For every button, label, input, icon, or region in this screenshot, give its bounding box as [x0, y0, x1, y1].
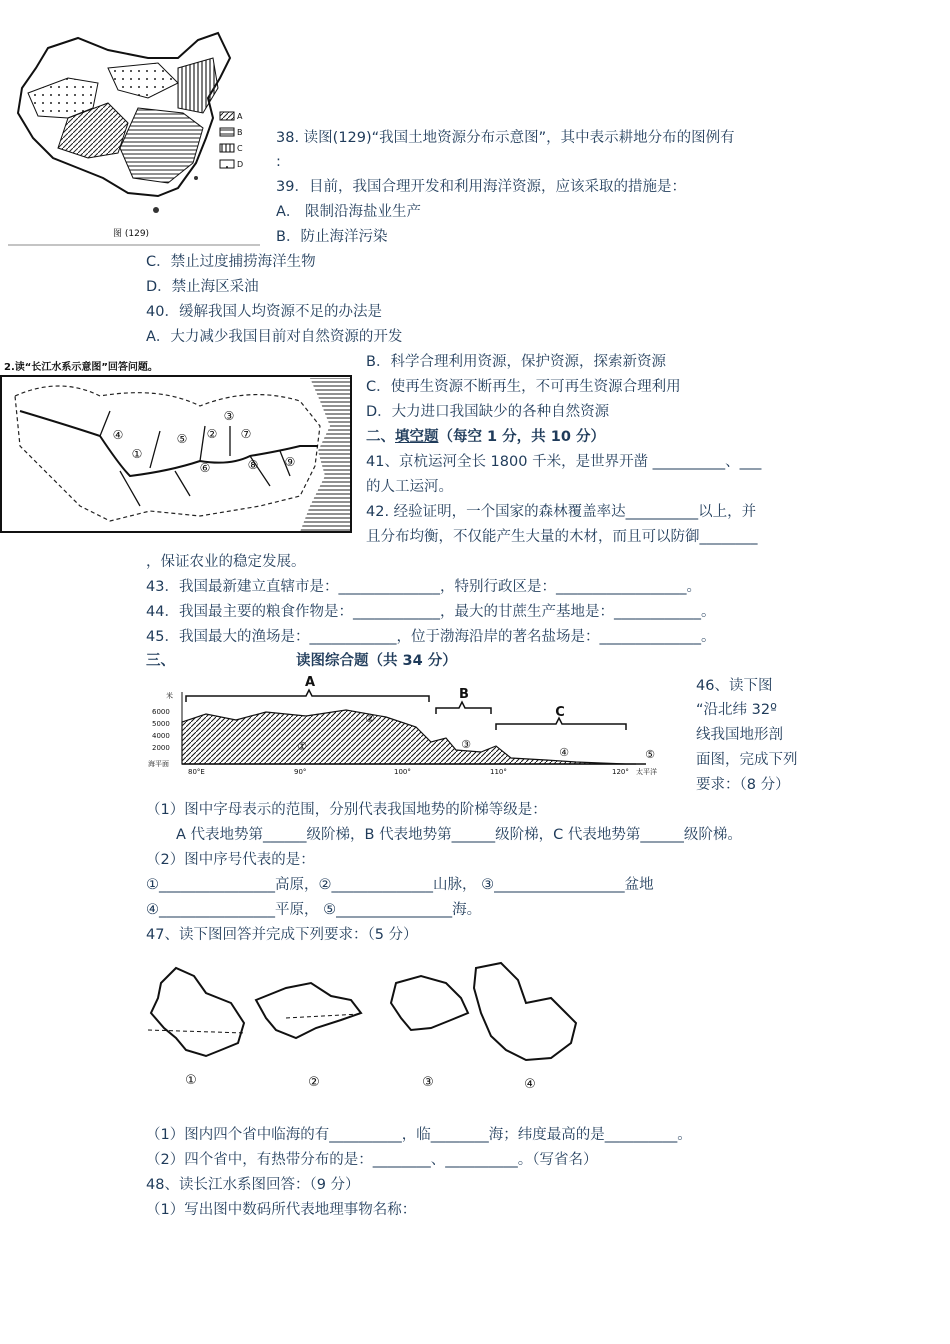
profile-xtick-120: 120°: [612, 768, 629, 776]
legend-c: C: [237, 144, 243, 153]
yangtze-num-4: ④: [112, 428, 124, 442]
q40-option-c: C．使再生资源不断再生，不可再生资源合理利用: [366, 379, 681, 395]
yangtze-num-1: ①: [131, 447, 143, 461]
province-outlines: [146, 958, 606, 1098]
q46-part1: （1）图中字母表示的范围，分别代表我国地势的阶梯等级是：: [146, 802, 547, 818]
q39-option-c: C．禁止过度捕捞海洋生物: [146, 254, 316, 270]
province-label-3: ③: [422, 1075, 434, 1090]
q48-stem: 48、读长江水系图回答：（9 分）: [146, 1177, 360, 1193]
yangtze-map-title: 2.读“长江水系示意图”回答问题。: [4, 362, 158, 373]
profile-num-5: ⑤: [645, 748, 655, 761]
profile-letter-a: A: [304, 675, 316, 690]
q39-stem: 39．目前，我国合理开发和利用海洋资源，应该采取的措施是：: [276, 179, 686, 195]
q40-option-b: B．科学合理利用资源，保护资源，探索新资源: [366, 354, 666, 370]
fig129-caption: 图 (129): [113, 229, 150, 239]
q46-part2-blanks2: ④________________平原， ⑤________________海。: [146, 902, 482, 918]
q39-option-a: A． 限制沿海盐业生产: [276, 204, 422, 220]
legend-a: A: [237, 112, 243, 121]
q48-part1: （1）写出图中数码所代表地理事物名称：: [146, 1202, 417, 1218]
q46-line3: 线我国地形剖: [696, 727, 783, 743]
q41-line2: 的人工运河。: [366, 479, 453, 495]
q40-option-a: A．大力减少我国目前对自然资源的开发: [146, 329, 403, 345]
profile-letter-b: B: [459, 687, 469, 702]
yangtze-num-2: ②: [206, 427, 218, 441]
section2-prefix: 二、: [366, 429, 395, 445]
profile-xtick-110: 110°: [490, 768, 507, 776]
profile-ytick-unit: 米: [166, 692, 173, 700]
profile-ytick-5000: 5000: [152, 720, 170, 728]
terrain-profile-32n: [146, 672, 686, 782]
q47-stem: 47、读下图回答并完成下列要求：（5 分）: [146, 927, 418, 943]
q46-part2-blanks1: ①________________高原，②______________山脉， ③__________________盆地: [146, 877, 654, 893]
profile-num-4: ④: [559, 746, 569, 759]
q42-line3: ，保证农业的稳定发展。: [146, 554, 306, 570]
section2-suffix: （每空 1 分，共 10 分）: [438, 429, 605, 445]
province-label-1: ①: [185, 1073, 197, 1088]
profile-num-1: ①: [297, 740, 307, 753]
china-land-resource-map: [8, 28, 260, 246]
q40-stem: 40．缓解我国人均资源不足的办法是: [146, 304, 382, 320]
q46-line2: “沿北纬 32º: [696, 702, 777, 718]
section3-heading-title: 读图综合题（共 34 分）: [296, 653, 457, 669]
q46-part2: （2）图中序号代表的是：: [146, 852, 315, 868]
profile-num-2: ②: [365, 712, 375, 725]
profile-ytick-sealevel: 海平面: [148, 760, 169, 768]
q47-part2: （2）四个省中，有热带分布的是：________、__________。（写省名）: [146, 1152, 598, 1168]
yangtze-num-7: ⑦: [240, 427, 252, 441]
q42-line2: 且分布均衡，不仅能产生大量的木材，而且可以防御________: [366, 529, 758, 545]
q46-line1: 46、读下图: [696, 678, 773, 694]
province-label-4: ④: [524, 1077, 536, 1092]
q46-line5: 要求：（8 分）: [696, 777, 790, 793]
profile-ytick-6000: 6000: [152, 708, 170, 716]
q38-line2: :: [276, 154, 281, 170]
q44: 44．我国最主要的粮食作物是：____________，最大的甘蔗生产基地是：____________。: [146, 604, 716, 620]
profile-xtick-80: 80°E: [188, 768, 205, 776]
section2-title: 填空题: [395, 429, 439, 445]
province-label-2: ②: [308, 1075, 320, 1090]
q47-part1: （1）图内四个省中临海的有__________，临________海；纬度最高的是__________。: [146, 1127, 692, 1143]
q46-part1-blanks: A 代表地势第______级阶梯，B 代表地势第______级阶梯，C 代表地势第______级阶梯。: [176, 827, 742, 843]
profile-xtick-90: 90°: [294, 768, 307, 776]
profile-letter-c: C: [555, 705, 565, 720]
q38-line1: 38. 读图(129)“我国土地资源分布示意图”，其中表示耕地分布的图例有: [276, 130, 735, 146]
q45: 45．我国最大的渔场是：____________，位于渤海沿岸的著名盐场是：______________。: [146, 629, 716, 645]
yangtze-num-6: ⑥: [199, 461, 211, 475]
section3-heading-prefix: 三、: [146, 653, 175, 669]
q39-option-b: B．防止海洋污染: [276, 229, 388, 245]
yangtze-num-9: ⑨: [284, 455, 296, 469]
q42-line1: 42. 经验证明，一个国家的森林覆盖率达__________以上，并: [366, 504, 757, 520]
q40-option-d: D．大力进口我国缺少的各种自然资源: [366, 404, 610, 420]
legend-b: B: [237, 128, 243, 137]
profile-xtick-100: 100°: [394, 768, 411, 776]
q46-line4: 面图，完成下列: [696, 752, 798, 768]
section2-heading: [366, 427, 605, 447]
q43: 43．我国最新建立直辖市是：______________，特别行政区是：__________________。: [146, 579, 701, 595]
yangtze-river-map: [0, 356, 356, 536]
q39-option-d: D．禁止海区采油: [146, 279, 259, 295]
yangtze-num-5: ⑤: [176, 432, 188, 446]
profile-num-3: ③: [461, 738, 471, 751]
yangtze-num-8: ⑧: [247, 458, 259, 472]
q41-line1: 41、京杭运河全长 1800 千米，是世界开凿 __________、___: [366, 454, 762, 470]
profile-xtick-pacific: 太平洋: [636, 768, 657, 776]
legend-d: D: [237, 160, 244, 169]
profile-ytick-4000: 4000: [152, 732, 170, 740]
profile-ytick-2000: 2000: [152, 744, 170, 752]
yangtze-num-3: ③: [223, 409, 235, 423]
